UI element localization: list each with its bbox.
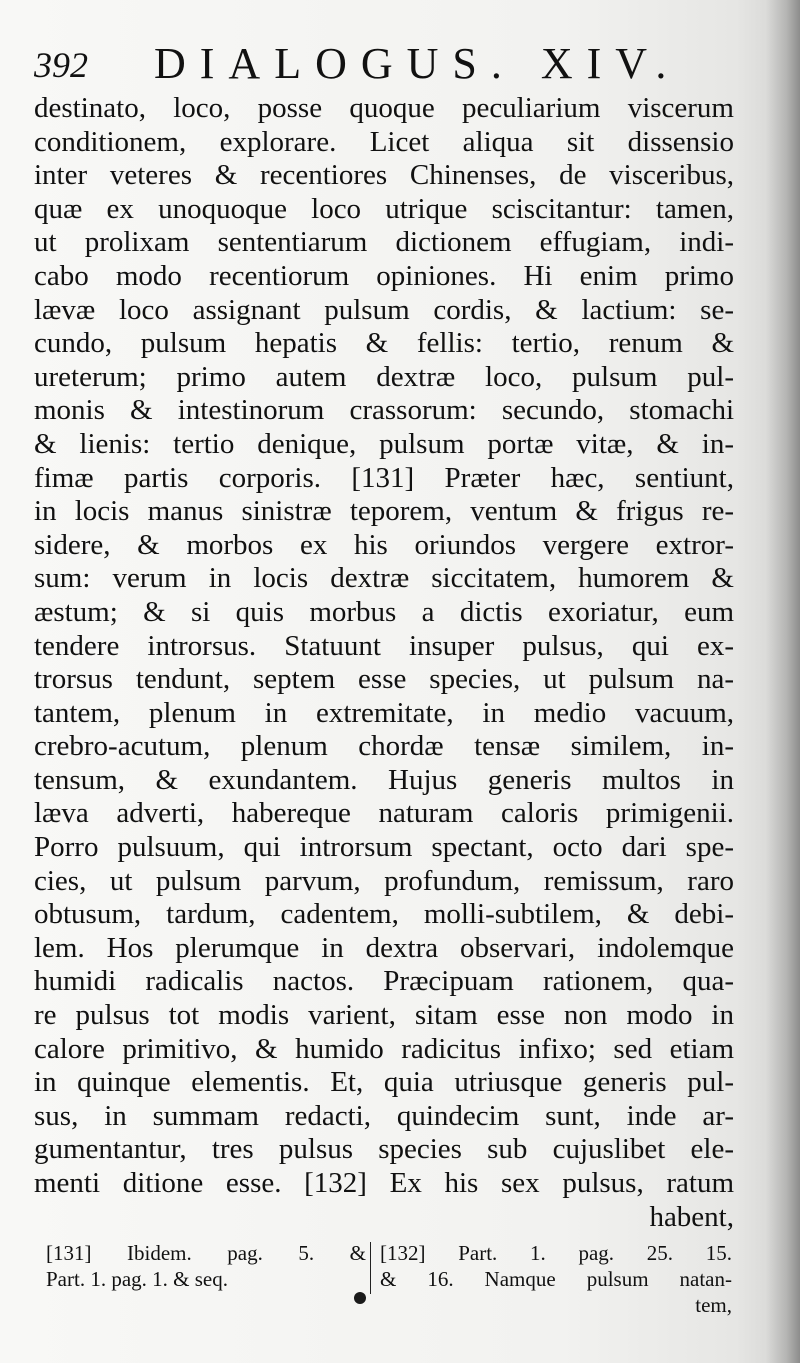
text-line: gumentantur, tres pulsus species sub cujuslibet ele- bbox=[34, 1133, 734, 1166]
text-line: cundo, pulsum hepatis & fellis: tertio, renum & bbox=[34, 327, 734, 360]
footnote-line: [132] Part. 1. pag. 25. 15. bbox=[380, 1241, 732, 1265]
footnote-line: Part. 1. pag. 1. & seq. bbox=[46, 1267, 228, 1291]
text-line: calore primitivo, & humido radicitus infixo; sed etiam bbox=[34, 1032, 734, 1065]
body-text bbox=[34, 92, 734, 1234]
text-line: inter veteres & recentiores Chinenses, de visceribus, bbox=[34, 159, 734, 192]
text-line: humidi radicalis nactos. Præcipuam rationem, qua- bbox=[34, 965, 734, 998]
page-header bbox=[34, 38, 734, 90]
footnote-line: [131] Ibidem. pag. 5. & bbox=[46, 1241, 366, 1265]
text-line: ureterum; primo autem dextræ loco, pulsum pul- bbox=[34, 360, 734, 393]
text-line: monis & intestinorum crassorum: secundo, stomachi bbox=[34, 394, 734, 427]
text-line: re pulsus tot modis varient, sitam esse non modo in bbox=[34, 999, 734, 1032]
footnote-132 bbox=[380, 1240, 732, 1318]
text-line: cabo modo recentiorum opiniones. Hi enim primo bbox=[34, 259, 734, 292]
footnote-131 bbox=[46, 1240, 366, 1292]
text-line: læva adverti, habereque naturam caloris primigenii. bbox=[34, 797, 734, 830]
text-line: crebro-acutum, plenum chordæ tensæ similem, in- bbox=[34, 730, 734, 763]
text-line: conditionem, explorare. Licet aliqua sit dissensio bbox=[34, 125, 734, 158]
page-number: 392 bbox=[34, 45, 88, 85]
page-edge-shadow bbox=[766, 0, 800, 1363]
text-line: tensum, & exundantem. Hujus generis multos in bbox=[34, 763, 734, 796]
text-line: fimæ partis corporis. [131] Præter hæc, sentiunt, bbox=[34, 461, 734, 494]
text-line: in locis manus sinistræ teporem, ventum & frigus re- bbox=[34, 495, 734, 528]
text-line: trorsus tendunt, septem esse species, ut pulsum na- bbox=[34, 663, 734, 696]
text-line: cies, ut pulsum parvum, profundum, remissum, raro bbox=[34, 864, 734, 897]
ink-spot bbox=[354, 1292, 366, 1304]
text-line: in quinque elementis. Et, quia utriusque generis pul- bbox=[34, 1066, 734, 1099]
text-line: sus, in summam redacti, quindecim sunt, inde ar- bbox=[34, 1099, 734, 1132]
text-line: tantem, plenum in extremitate, in medio vacuum, bbox=[34, 696, 734, 729]
footnote-divider bbox=[370, 1242, 371, 1294]
text-line: destinato, loco, posse quoque peculiarium viscerum bbox=[34, 92, 734, 124]
footnote-line: tem, bbox=[695, 1293, 732, 1317]
text-line: & lienis: tertio denique, pulsum portæ vitæ, & in- bbox=[34, 427, 734, 460]
text-line: lævæ loco assignant pulsum cordis, & lactium: se- bbox=[34, 293, 734, 326]
footnote-line: & 16. Namque pulsum natan- bbox=[380, 1267, 732, 1291]
text-line: Porro pulsuum, qui introrsum spectant, octo dari spe- bbox=[34, 831, 734, 864]
text-line: quæ ex unoquoque loco utrique sciscitantur: tamen, bbox=[34, 192, 734, 225]
text-line: tendere introrsus. Statuunt insuper pulsus, qui ex- bbox=[34, 629, 734, 662]
running-title: DIALOGUS. XIV. bbox=[154, 39, 681, 88]
text-line: menti ditione esse. [132] Ex his sex pulsus, ratum bbox=[34, 1167, 734, 1199]
catchword: habent, bbox=[649, 1200, 734, 1233]
text-line: sum: verum in locis dextræ siccitatem, humorem & bbox=[34, 562, 734, 595]
text-line: ut prolixam sententiarum dictionem effugiam, indi- bbox=[34, 226, 734, 259]
text-line: sidere, & morbos ex his oriundos vergere extror- bbox=[34, 528, 734, 561]
text-line: obtusum, tardum, cadentem, molli-subtilem, & debi- bbox=[34, 898, 734, 931]
text-line: æstum; & si quis morbus a dictis exoriatur, eum bbox=[34, 595, 734, 628]
text-line: lem. Hos plerumque in dextra observari, indolemque bbox=[34, 931, 734, 964]
footnotes bbox=[46, 1240, 730, 1330]
